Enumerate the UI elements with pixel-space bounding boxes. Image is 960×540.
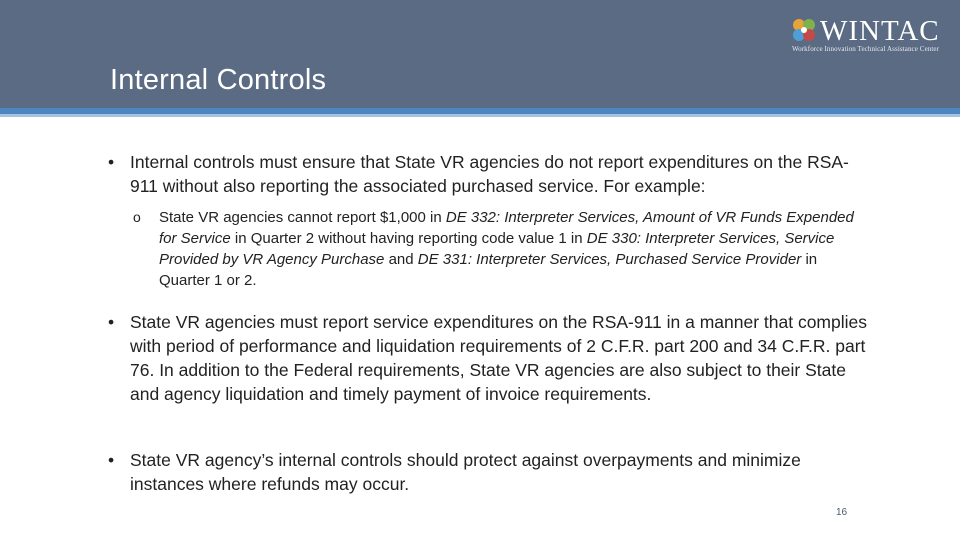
sub-text-1: State VR agencies cannot report $1,000 in: [159, 209, 446, 226]
logo-wordmark: WINTAC: [820, 15, 940, 47]
logo-tagline: Workforce Innovation Technical Assistance Center: [792, 45, 940, 53]
sub-text-de332: DE 332: Interpreter Services, Amount of VR Funds Expended for Service: [159, 209, 854, 247]
sub-bullet-marker: o: [133, 209, 141, 225]
page-number: 16: [836, 507, 848, 518]
sub-text-de331: DE 331: Interpreter Services, Purchased Service Provider: [417, 251, 802, 268]
sub-bullet-example: [133, 207, 864, 291]
bullet-text: State VR agency’s internal controls should protect against overpayments and minimize instances where refunds may occur.: [130, 450, 801, 494]
sub-text-2: in Quarter 2 without having reporting code value 1 in: [230, 230, 587, 247]
bullet-service-expenditures: [108, 310, 870, 406]
bullet-internal-controls: [108, 150, 875, 198]
sub-text-de330: DE 330: Interpreter Services, Service Provided by VR Agency Purchase: [159, 230, 835, 268]
bullet-text: Internal controls must ensure that State VR agencies do not report expenditures on the RSA-911 without also reporting the associated purchased service. For example:: [130, 152, 849, 196]
sub-text-4: in Quarter 1 or 2.: [159, 251, 818, 289]
bullet-marker: •: [108, 152, 115, 172]
bullet-marker: •: [108, 312, 115, 332]
bullet-text: State VR agencies must report service expenditures on the RSA-911 in a manner that complies with period of performance and liquidation requirements of 2 C.F.R. part 200 and 34 C.F.R. part 76. In addition to the Federal requirements, State VR agencies are also subject to their State and agency liquidation and timely payment of invoice requirements.: [130, 312, 867, 404]
bullet-overpayments: [108, 448, 870, 496]
sub-text-3: and: [384, 251, 418, 268]
slide-title: Internal Controls: [110, 64, 327, 96]
bullet-marker: •: [108, 450, 115, 470]
